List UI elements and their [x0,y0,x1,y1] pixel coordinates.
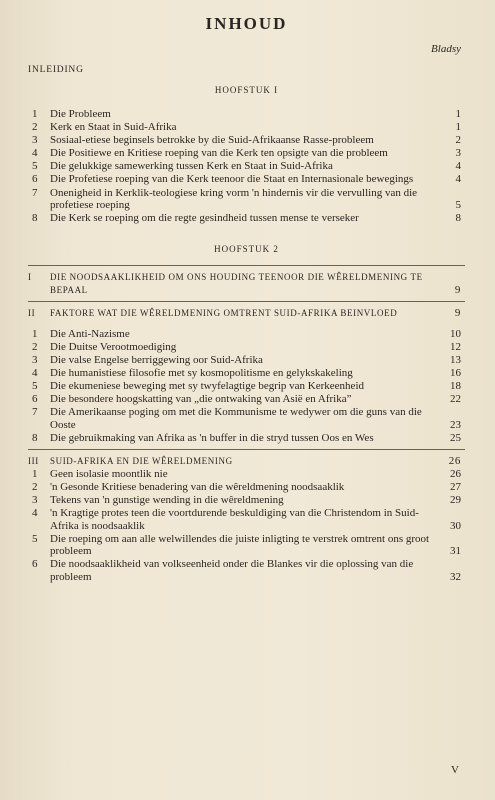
toc-entry [28,212,465,225]
toc-entry [28,507,465,532]
entry-page: 18 [450,380,461,393]
entry-page: 27 [450,480,461,493]
entry-title: Die valse Engelse berriggewing oor Suid-Afrika [50,354,263,367]
entry-number: 3 [32,493,38,506]
entry-page: 4 [455,160,461,173]
entry-title: Die Probleem [50,108,111,120]
section-title: DIE NOODSAAKLIKHEID OM ONS HOUDING TEENOOR DIE WÊRELDMENING TE BEPAAL [50,271,423,295]
entry-page: 22 [450,393,461,406]
entry-number: 7 [32,406,38,419]
entry-number: 1 [32,327,38,340]
entry-page: 23 [450,419,461,431]
toc-entry [28,328,465,341]
section-1-heading [28,271,465,297]
entry-number: 5 [32,160,38,173]
entry-number: 4 [32,367,38,380]
entry-page: 10 [450,327,461,340]
entry-page: 5 [455,199,461,212]
entry-page: 32 [450,570,461,583]
entry-page: 13 [450,354,461,367]
entry-number: 6 [32,558,38,571]
toc-entry [28,558,465,583]
divider [28,301,465,302]
page-number: V [451,764,459,776]
toc-entry [28,468,465,481]
section-number: III [28,455,39,466]
entry-title: 'n Gesonde Kritiese benadering van die wêreldmening noodsaaklik [50,480,345,493]
divider [28,449,465,450]
entry-number: 8 [32,432,38,445]
entry-title: Die gelukkige samewerking tussen Kerk en Staat in Suid-Afrika [50,160,333,173]
entry-title: Geen isolasie moontlik nie [50,467,168,480]
section-2-heading [28,307,465,320]
toc-entry [28,187,465,212]
entry-page: 4 [455,173,461,186]
toc-entry [28,481,465,494]
entry-page: 1 [455,108,461,120]
entry-number: 2 [32,121,38,134]
entry-number: 2 [32,480,38,493]
entry-page: 31 [450,545,461,558]
entry-title: Tekens van 'n gunstige wending in die wêreldmening [50,493,284,506]
entry-page: 25 [450,432,461,445]
section-page: 9 [454,306,461,319]
toc-entry [28,393,465,406]
entry-title: Die noodsaaklikheid van volkseenheid onder die Blankes vir die oplossing van die probleem [50,558,414,583]
section-title: FAKTORE WAT DIE WÊRELDMENING OMTRENT SUID-AFRIKA BEINVLOED [50,307,398,318]
page-title: INHOUD [205,14,288,33]
entry-number: 8 [32,212,38,225]
entry-number: 2 [32,340,38,353]
section-3-entries [28,468,465,584]
entry-page: 3 [455,147,461,160]
entry-number: 6 [32,173,38,186]
entry-title: Die Duitse Verootmoediging [50,340,177,353]
section-title: SUID-AFRIKA EN DIE WÊRELDMENING [50,455,233,466]
section-3-heading [28,455,465,468]
entry-page: 29 [450,493,461,506]
chapter-1-heading: HOOFSTUK I [214,85,279,95]
entry-title: Die Amerikaanse poging om met die Kommunisme te wedywer om die guns van die Ooste [50,406,422,431]
entry-number: 7 [32,186,38,199]
toc-entry [28,432,465,445]
toc-entry [28,533,465,558]
toc-entry [28,134,465,147]
chapter-2-heading: HOOFSTUK 2 [214,243,279,254]
chapter-1-entries [28,108,465,225]
entry-number: 1 [32,108,38,120]
intro-heading: INLEIDING [28,65,84,75]
entry-title: Sosiaal-etiese beginsels betrokke by die Suid-Afrikaanse Rasse-probleem [50,134,374,147]
entry-number: 5 [32,380,38,393]
entry-page: 30 [450,519,461,532]
toc-entry [28,406,465,431]
entry-number: 4 [32,147,38,160]
entry-number: 1 [32,467,38,480]
section-page: 26 [448,454,461,467]
entry-page: 12 [450,340,461,353]
toc-entry [28,341,465,354]
entry-number: 5 [32,532,38,545]
entry-title: 'n Kragtige protes teen die voortdurende beskuldiging van die Christendom in Suid-Afrika is noodsaaklik [50,506,419,532]
entry-page: 8 [455,212,461,225]
page-column-label: Bladsy [431,43,461,55]
entry-title: Die roeping om aan alle welwillendes die juiste inligting te verstrek omtrent ons groot probleem [50,532,430,558]
entry-number: 3 [32,354,38,367]
section-number: II [28,307,36,318]
spacer [28,320,465,328]
entry-page: 16 [450,367,461,380]
toc-entry [28,354,465,367]
section-2-entries [28,328,465,445]
entry-title: Onenigheid in Kerklik-teologiese kring vorm 'n hindernis vir die vervulling van die profetiese roeping [50,186,418,212]
entry-page: 2 [455,134,461,147]
entry-title: Kerk en Staat in Suid-Afrika [50,121,177,134]
toc-entry [28,494,465,507]
entry-number: 4 [32,506,38,519]
entry-title: Die ekumeniese beweging met sy twyfelagtige begrip van Kerkeenheid [50,380,364,393]
toc-entry [28,121,465,134]
divider [28,265,465,266]
toc-entry [28,147,465,160]
toc-entry [28,160,465,173]
entry-number: 6 [32,393,38,406]
entry-title: Die gebruikmaking van Afrika as 'n buffer in die stryd tussen Oos en Wes [50,432,374,445]
section-page: 9 [454,283,461,296]
entry-page: 26 [450,467,461,480]
entry-title: Die Profetiese roeping van die Kerk teenoor die Staat en Internasionale bewegings [50,173,414,186]
entry-page: 1 [455,121,461,134]
section-number: I [28,271,32,282]
entry-title: Die Anti-Nazisme [50,327,130,340]
toc-entry [28,108,465,121]
entry-title: Die besondere hoogskatting van „die ontwaking van Asië en Afrika” [50,393,352,406]
entry-title: Die Kerk se roeping om die regte gesindheid tussen mense te verseker [50,212,359,225]
toc-entry [28,173,465,186]
entry-number: 3 [32,134,38,147]
toc-entry [28,380,465,393]
entry-title: Die Positiewe en Kritiese roeping van die Kerk ten opsigte van die probleem [50,147,388,160]
toc-entry [28,367,465,380]
entry-title: Die humanistiese filosofie met sy kosmopolitisme en gelykskakeling [50,367,353,380]
